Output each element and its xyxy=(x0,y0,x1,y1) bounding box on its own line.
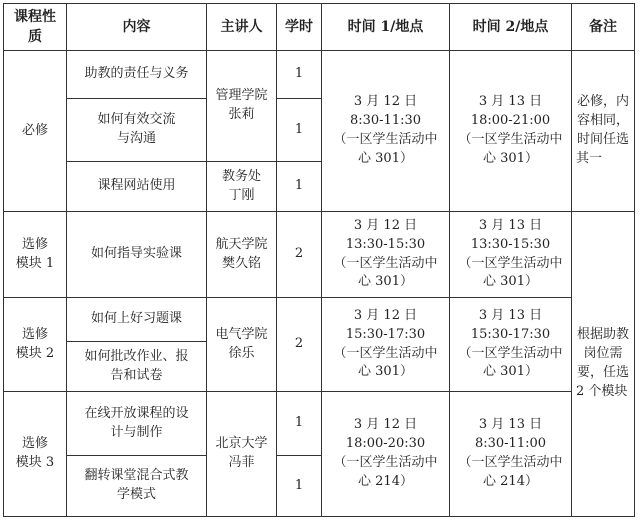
time2-cell: 3 月 13 日 15:30-17:30 （一区学生活动中 心 301） xyxy=(450,298,572,392)
time1-cell: 3 月 12 日 15:30-17:30 （一区学生活动中 心 301） xyxy=(322,298,450,392)
table-row xyxy=(4,392,635,456)
course-type-module1: 选修 模块 1 xyxy=(4,212,67,298)
table-row xyxy=(4,212,635,298)
time2-cell: 3 月 13 日 13:30-15:30 （一区学生活动中 心 301） xyxy=(450,212,572,298)
hours-cell: 1 xyxy=(277,456,322,517)
content-cell: 如何指导实验课 xyxy=(67,212,207,298)
header-course-type: 课程性 质 xyxy=(4,4,67,51)
time1-cell: 3 月 12 日 13:30-15:30 （一区学生活动中 心 301） xyxy=(322,212,450,298)
header-content: 内容 xyxy=(67,4,207,51)
content-cell: 如何有效交流 与沟通 xyxy=(67,99,207,162)
speaker-cell: 北京大学 冯菲 xyxy=(207,392,277,517)
hours-cell: 1 xyxy=(277,99,322,162)
speaker-cell: 航天学院 樊久铭 xyxy=(207,212,277,298)
note-elective: 根据助教岗位需要，任选 2 个模块 xyxy=(572,212,635,517)
hours-cell: 2 xyxy=(277,212,322,298)
speaker-cell: 电气学院 徐乐 xyxy=(207,298,277,392)
content-cell: 在线开放课程的设 计与制作 xyxy=(67,392,207,456)
time2-cell: 3 月 13 日 18:00-21:00 （一区学生活动中 心 301） xyxy=(450,51,572,212)
table-row xyxy=(4,51,635,99)
hours-cell: 1 xyxy=(277,392,322,456)
note-required: 必修，内容相同，时间任选其一 xyxy=(572,51,635,212)
time2-cell: 3 月 13 日 8:30-11:00 （一区学生活动中 心 214） xyxy=(450,392,572,517)
hours-cell: 1 xyxy=(277,51,322,99)
speaker-cell: 管理学院 张莉 xyxy=(207,51,277,162)
course-type-required: 必修 xyxy=(4,51,67,212)
course-type-module2: 选修 模块 2 xyxy=(4,298,67,392)
time1-cell: 3 月 12 日 8:30-11:30 （一区学生活动中 心 301） xyxy=(322,51,450,212)
content-cell: 如何上好习题课 xyxy=(67,298,207,342)
time1-cell: 3 月 12 日 18:00-20:30 （一区学生活动中 心 214） xyxy=(322,392,450,517)
hours-cell: 1 xyxy=(277,162,322,212)
content-cell: 如何批改作业、报 告和试卷 xyxy=(67,342,207,392)
header-speaker: 主讲人 xyxy=(207,4,277,51)
header-time2-location: 时间 2/地点 xyxy=(450,4,572,51)
content-cell: 翻转课堂混合式教 学模式 xyxy=(67,456,207,517)
course-type-module3: 选修 模块 3 xyxy=(4,392,67,517)
header-hours: 学时 xyxy=(277,4,322,51)
hours-cell: 2 xyxy=(277,298,322,392)
table-row xyxy=(4,298,635,342)
content-cell: 助教的责任与义务 xyxy=(67,51,207,99)
header-row xyxy=(4,4,635,51)
speaker-cell: 教务处 丁刚 xyxy=(207,162,277,212)
header-note: 备注 xyxy=(572,4,635,51)
header-time1-location: 时间 1/地点 xyxy=(322,4,450,51)
training-schedule-table xyxy=(3,3,635,517)
content-cell: 课程网站使用 xyxy=(67,162,207,212)
